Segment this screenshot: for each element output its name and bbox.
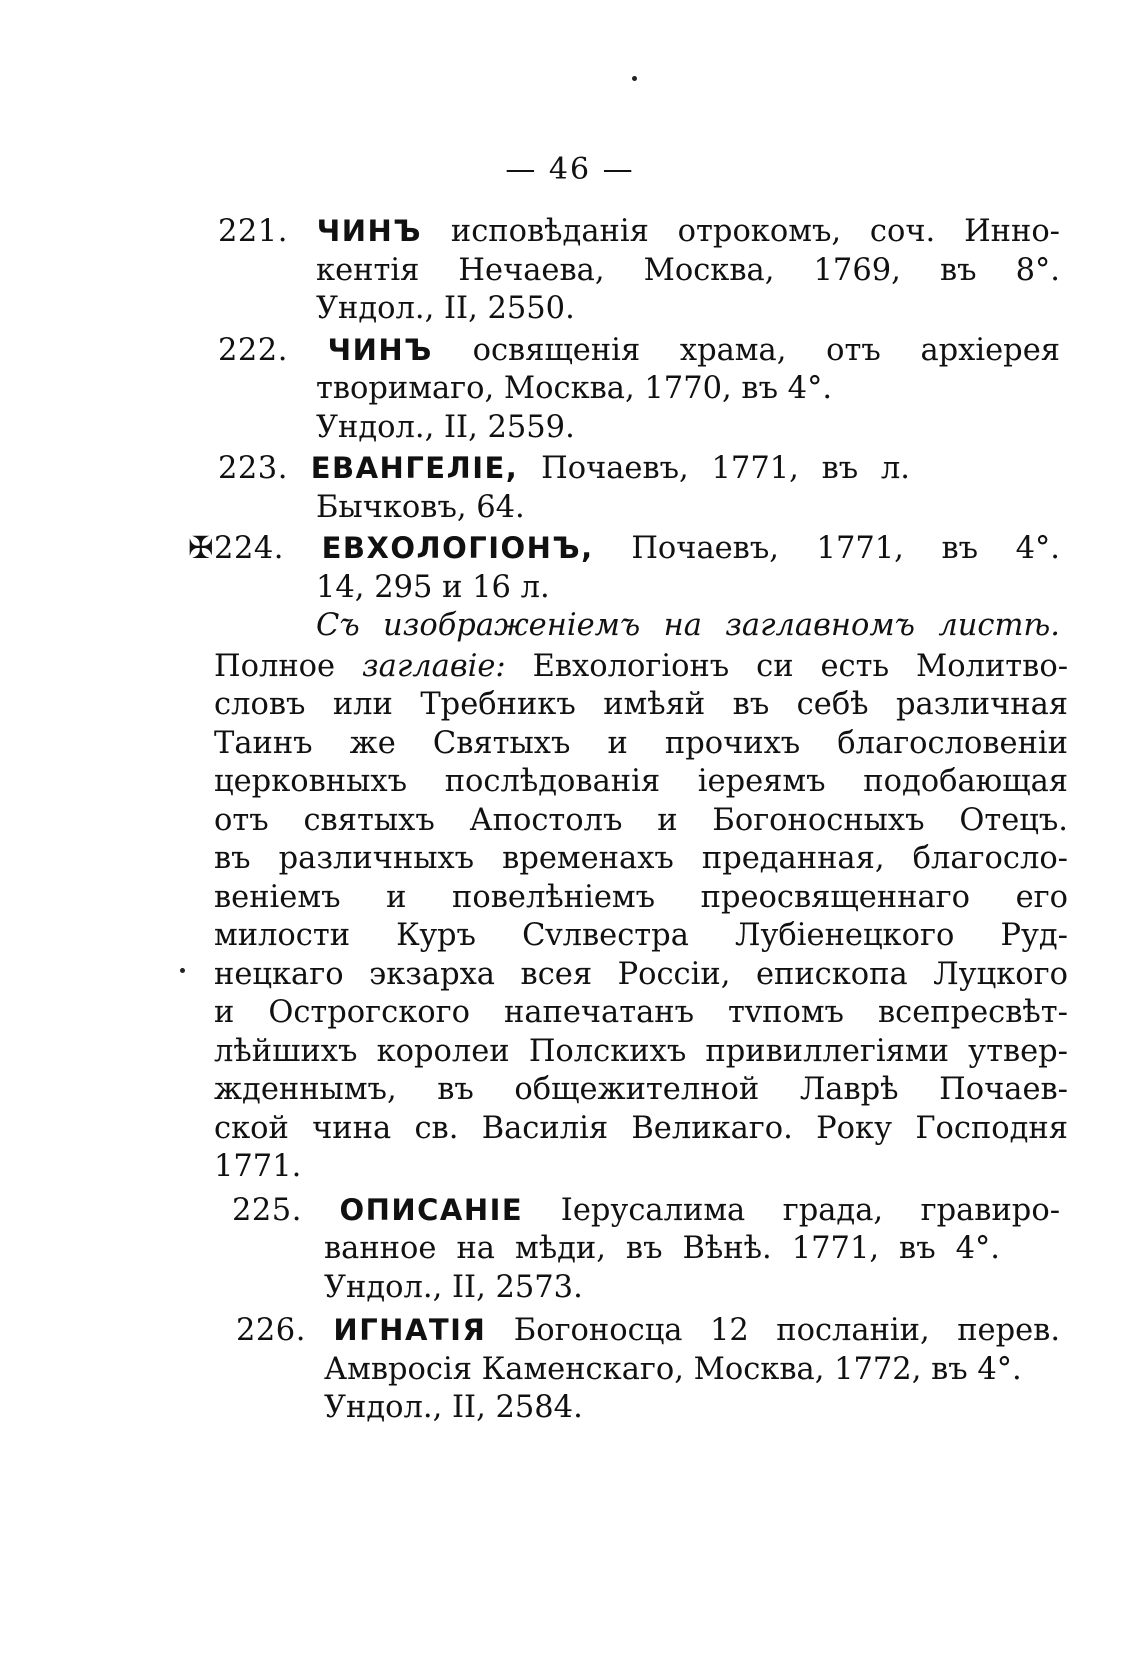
paragraph-line: въ различныхъ временахъ преданная, благосло- <box>214 841 1068 876</box>
ink-speck <box>180 968 185 973</box>
entry-reference: Ундол., II, 2559. <box>316 409 575 445</box>
entry-keyword: ИГНАТІЯ <box>333 1313 487 1347</box>
paragraph-line: 1771. <box>214 1149 302 1184</box>
catalog-entry-223 <box>218 449 1060 527</box>
entry-text: освященія храма, отъ архіерея <box>472 332 1060 368</box>
entry-number: ✠224. <box>188 531 284 566</box>
paragraph-line <box>214 648 1068 687</box>
catalog-entries <box>188 212 1068 1430</box>
catalog-entry-226 <box>236 1311 1060 1428</box>
paragraph-line: милости Кyръ Сvлвестра Лубіенецкого Руд- <box>214 918 1068 953</box>
entry-first-line <box>218 212 1060 252</box>
entry-first-line <box>188 529 1060 569</box>
entry-text: Почаевъ, 1771, въ л. <box>541 451 911 486</box>
catalog-entry-222 <box>218 331 1060 448</box>
paragraph-line: Таинъ же Святыхъ и прочихъ благословеніи <box>214 725 1068 761</box>
entry-first-line <box>218 449 1060 489</box>
entry-line: Амвросія Каменскаго, Москва, 1772, въ 4°. <box>324 1351 1022 1387</box>
paragraph-line: ской чина св. Василія Великаго. Року Господня <box>214 1110 1068 1146</box>
paragraph-line: и Острогского напечатанъ тvпомъ всепресвѣт- <box>214 995 1068 1030</box>
entry-text: Почаевъ, 1771, въ 4°. <box>631 531 1060 566</box>
paragraph-lead: Полное <box>214 648 336 684</box>
entry-number: 225. <box>232 1192 302 1228</box>
entry-text: Іерусалима града, гравиро- <box>560 1192 1060 1228</box>
paragraph-line: церковныхъ послѣдованія іереямъ подобающая <box>214 764 1068 799</box>
entry-keyword: ОПИСАНІЕ <box>339 1192 524 1227</box>
entry-number: 226. <box>236 1313 306 1348</box>
paragraph-text: Евхологіонъ си есть Молитво- <box>532 648 1068 684</box>
entry-reference: Бычковъ, 64. <box>316 489 525 525</box>
entry-keyword: ЧИНЪ <box>316 214 423 248</box>
entry-note: Съ изображеніемъ на заглавномъ листѣ. <box>316 608 1060 643</box>
entry-keyword: ЕВАНГЕЛІЕ, <box>310 451 519 485</box>
paragraph-line: веніемъ и повелѣніемъ преосвященнаго его <box>214 879 1068 915</box>
paragraph-line: отъ святыхъ Апостолъ и Богоносныхъ Отецъ. <box>214 802 1068 838</box>
entry-keyword: ЕВХОЛОГІОНЪ, <box>321 531 594 565</box>
entry-keyword: ЧИНЪ <box>327 332 433 367</box>
paragraph-line: нецкаго экзарха всея Россіи, епископа Луцкого <box>214 956 1068 992</box>
entry-number: 223. <box>218 451 288 486</box>
full-title-paragraph <box>214 648 1068 1187</box>
entry-number: 222. <box>218 332 288 368</box>
entry-line: 14, 295 и 16 л. <box>316 569 550 605</box>
paragraph-lead-italic: заглавіе: <box>362 648 506 684</box>
entry-number: 221. <box>218 214 288 249</box>
entry-line: ванное на мѣди, въ Вѣнѣ. 1771, въ 4°. <box>324 1231 1000 1266</box>
entry-reference: Ундол., II, 2584. <box>324 1390 583 1425</box>
entry-reference: Ундол., II, 2550. <box>316 291 575 326</box>
entry-line: творимаго, Москва, 1770, въ 4°. <box>316 371 833 406</box>
catalog-entry-225 <box>232 1191 1060 1308</box>
entry-text: Богоносца 12 посланіи, перев. <box>513 1313 1061 1348</box>
ink-speck <box>632 76 637 81</box>
paragraph-line: лѣйшихъ королеи Полскихъ привиллегіями утвер- <box>214 1033 1068 1069</box>
entry-line: кентія Нечаева, Москва, 1769, въ 8°. <box>316 252 1060 288</box>
entry-text: исповѣданія отрокомъ, соч. Инно- <box>450 214 1060 249</box>
entry-first-line <box>236 1311 1060 1351</box>
entry-first-line <box>218 331 1060 371</box>
catalog-entry-221 <box>218 212 1060 329</box>
catalog-entry-224 <box>188 529 1060 646</box>
paragraph-line: словъ или Требникъ имѣяй въ себѣ различная <box>214 687 1068 722</box>
entry-first-line <box>232 1191 1060 1231</box>
page-number: — 46 — <box>505 152 635 187</box>
entry-reference: Ундол., II, 2573. <box>324 1269 583 1305</box>
paragraph-line: жденнымъ, въ общежителной Лаврѣ Почаев- <box>214 1072 1068 1107</box>
